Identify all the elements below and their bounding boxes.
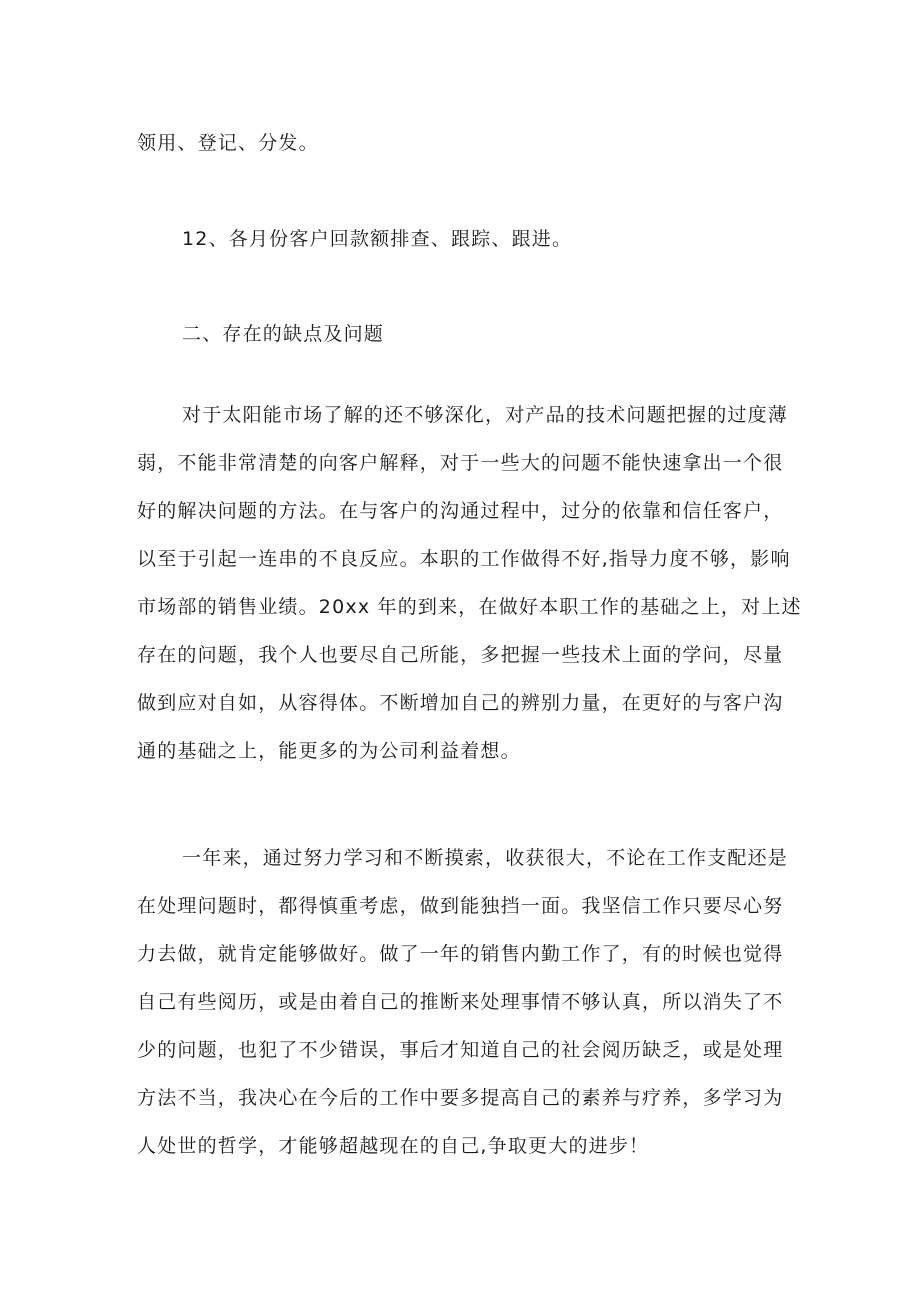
- paragraph-line: 好的解决问题的方法。在与客户的沟通过程中，过分的依靠和信任客户，: [137, 500, 784, 522]
- paragraph-line: 自己有些阅历，或是由着自己的推断来处理事情不够认真，所以消失了不: [137, 991, 784, 1013]
- text-line-top: 领用、登记、分发。: [137, 132, 319, 154]
- paragraph-line: 少的问题，也犯了不少错误，事后才知道自己的社会阅历缺乏，或是处理: [137, 1039, 784, 1061]
- paragraph-line: 弱，不能非常清楚的向客户解释，对于一些大的问题不能快速拿出一个很: [137, 452, 784, 474]
- paragraph-line: 存在的问题，我个人也要尽自己所能，多把握一些技术上面的学问，尽量: [137, 644, 784, 666]
- paragraph-1: [137, 391, 802, 775]
- paragraph-line: 人处世的哲学，才能够超越现在的自己,争取更大的进步！: [137, 1135, 650, 1157]
- paragraph-line: 做到应对自如，从容得体。不断增加自己的辨别力量，在更好的与客户沟: [137, 692, 784, 714]
- paragraph-line: 对于太阳能市场了解的还不够深化，对产品的技术问题把握的过度薄: [182, 404, 789, 426]
- paragraph-line: 通的基础之上，能更多的为公司利益着想。: [137, 740, 521, 762]
- list-item-12: 12、各月份客户回款额排查、跟踪、跟进。: [182, 228, 573, 250]
- paragraph-line: 一年来，通过努力学习和不断摸索，收获很大，不论在工作支配还是: [182, 847, 789, 869]
- paragraph-line: 力去做，就肯定能够做好。做了一年的销售内勤工作了，有的时候也觉得: [137, 943, 784, 965]
- section-heading: 二、存在的缺点及问题: [182, 323, 385, 345]
- paragraph-line: 市场部的销售业绩。20xx 年的到来，在做好本职工作的基础之上，对上述: [137, 596, 802, 618]
- paragraph-line: 方法不当，我决心在今后的工作中要多提高自己的素养与疗养，多学习为: [137, 1087, 784, 1109]
- paragraph-line: 以至于引起一连串的不良反应。本职的工作做得不好,指导力度不够，影响: [137, 548, 791, 570]
- paragraph-2: [137, 834, 787, 1170]
- paragraph-line: 在处理问题时，都得慎重考虑，做到能独挡一面。我坚信工作只要尽心努: [137, 895, 784, 917]
